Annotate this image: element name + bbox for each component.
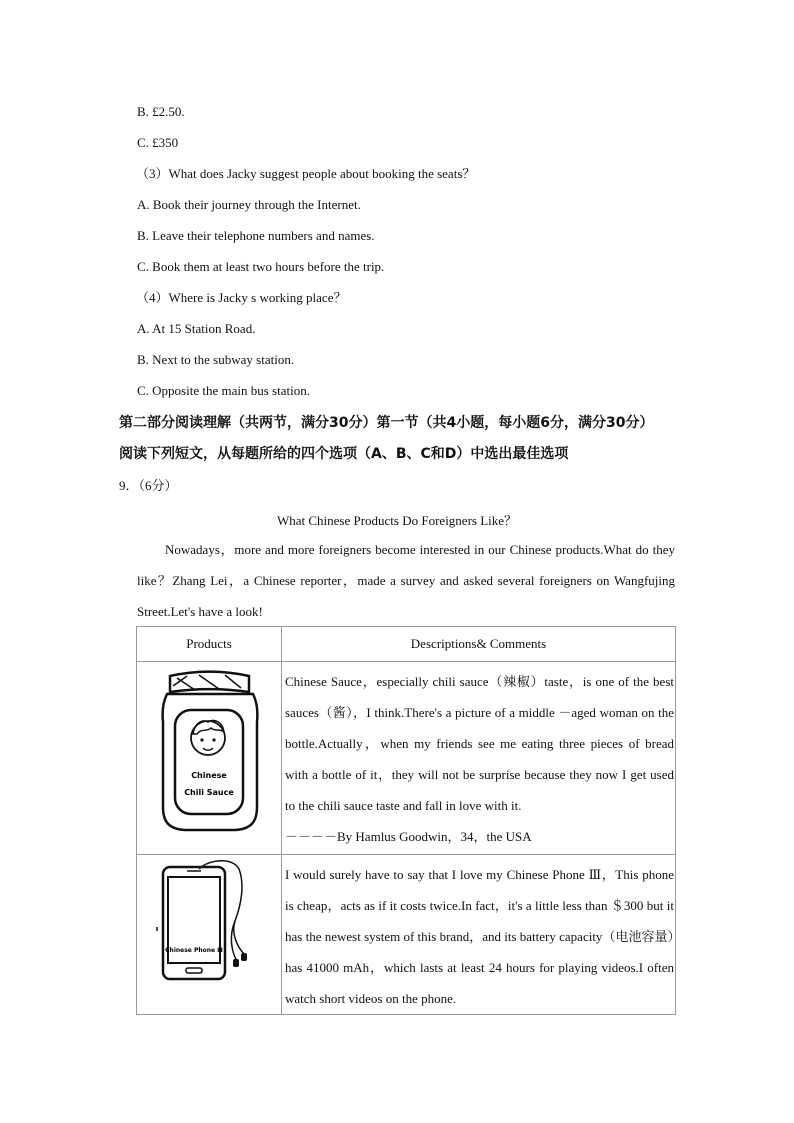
comment-text: I would surely have to say that I love my Chinese Phone Ⅲ，This phone is cheap，acts as if it costs twice.In fact，it's a little less than ＄300 but it has the newest system of this brand，and its battery capacity（电池容量）has 41000 mAh，which lasts at least 24 hours for playing videos.I often watch short videos on the phone. [285,867,674,1006]
product-image-cell [137,662,282,855]
header-descriptions: Descriptions& Comments [282,627,676,662]
header-products: Products [137,627,282,662]
table-header-row [137,627,676,662]
jar-label-line-1: Chinese [191,771,227,780]
comment-text: Chinese Sauce，especially chili sauce（辣椒）taste，is one of the best sauces（酱），I think.There's a picture of a middle －aged woman on the bottle.Actually，when my friends see me eating three pieces of bread with a bottle of it，they will not be surprise because they now I get used to the chili sauce taste and fall in love with it. [285,674,674,813]
q3-question: （3）What does Jacky suggest people about booking the seats？ [136,166,476,181]
passage-intro-text: Nowadays，more and more foreigners become interested in our Chinese products.What do they like？Zhang Lei，a Chinese reporter，made a survey and asked several foreigners on Wangfujing Street.Let's have a look! [137,542,675,619]
passage-title: What Chinese Products Do Foreigners Like？ [276,513,518,528]
section-heading: 第二部分阅读理解（共两节，满分30分）第一节（共4小题，每小题6分，满分30分） [119,415,654,431]
products-table [136,626,676,1015]
table-row [137,662,676,855]
table-row [137,855,676,1015]
jar-label-line-2: Chili Sauce [184,788,234,797]
q4-option-a: A. At 15 Station Road. [137,321,256,336]
comment-signature: －－－－By Hamlus Goodwin，34，the USA [285,829,532,844]
q4-option-b: B. Next to the subway station. [137,352,295,367]
comment-cell [282,855,676,1015]
product-image-cell [137,855,282,1015]
q4-question: （4）Where is Jacky s working place？ [136,290,347,305]
question-number: 9．（6分） [119,478,178,493]
chili-sauce-jar-image [137,662,281,852]
comment-cell [282,662,676,855]
option-c-price: C. £350 [137,135,179,150]
passage-intro [137,534,675,627]
phone-label: Chinese Phone Ⅲ [165,947,223,954]
chinese-phone-image [137,855,281,1011]
option-b-price: B. £2.50. [137,104,185,119]
section-instruction: 阅读下列短文，从每题所给的四个选项（A、B、C和D）中选出最佳选项 [119,446,569,462]
q4-option-c: C. Opposite the main bus station. [137,383,310,398]
q3-option-a: A. Book their journey through the Internet. [137,197,361,212]
q3-option-c: C. Book them at least two hours before the trip. [137,259,385,274]
q3-option-b: B. Leave their telephone numbers and names. [137,228,375,243]
